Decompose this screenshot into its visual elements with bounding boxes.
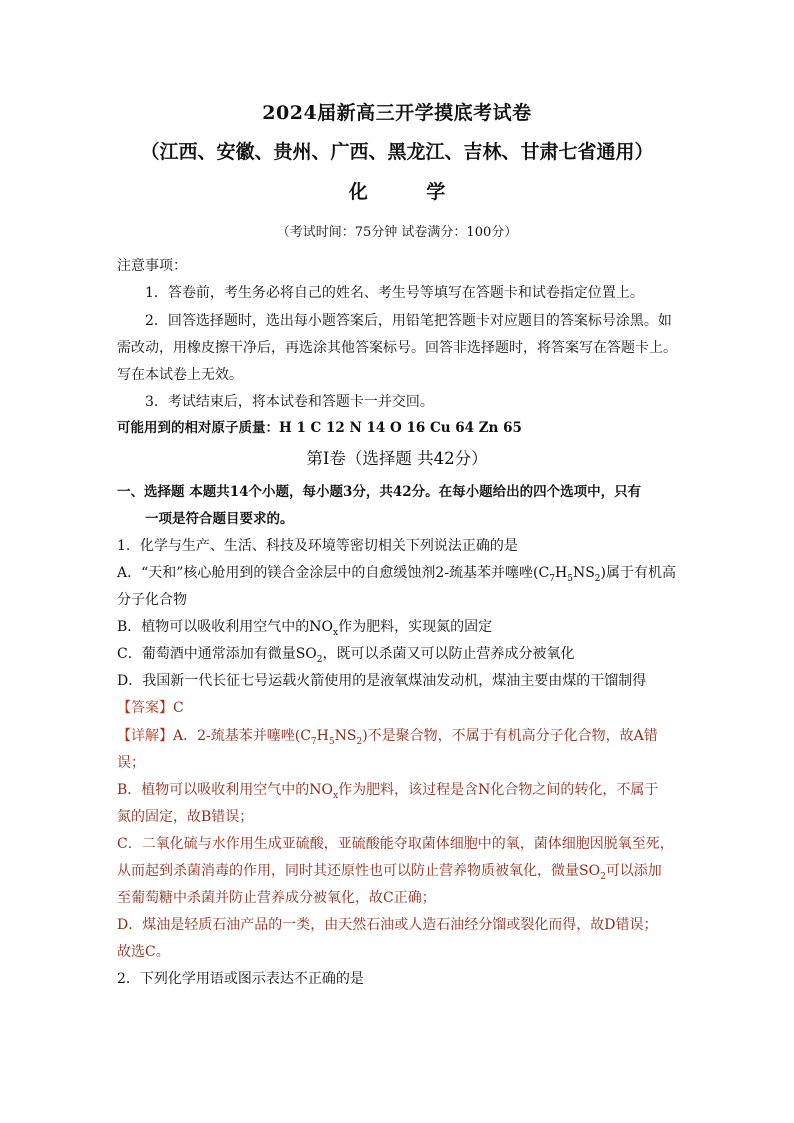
note-item-1: 1．答卷前，考生务必将自己的姓名、考生号等填写在答题卡和试卷指定位置上。 — [145, 285, 644, 301]
q1-answer — [117, 700, 687, 717]
q1-option-c — [117, 646, 687, 666]
q1-detail-d: D．煤油是轻质石油产品的一类，由天然石油或人造石油经分馏或裂化而得，故D错误； — [117, 917, 658, 933]
formula-h: H — [316, 728, 329, 744]
formula-sub-x: x — [333, 790, 339, 801]
subject-title: 化 学 — [348, 181, 446, 203]
answer-value: C — [173, 700, 184, 716]
note-item-2-line-3: 写在本试卷上无效。 — [117, 367, 243, 383]
detail-c-text-end: 可以添加 — [605, 863, 662, 879]
q1-detail-a-line-2: 误； — [117, 755, 145, 771]
detail-label: 【详解】 — [117, 728, 173, 744]
exam-title: 2024届新高三开学摸底考试卷 — [262, 102, 532, 124]
formula-sub: 2 — [316, 654, 323, 665]
formula-sub-x: x — [333, 627, 339, 638]
formula-sub: 2 — [594, 573, 601, 584]
q1-option-d: D．我国新一代长征七号运载火箭使用的是液氧煤油发动机，煤油主要由煤的干馏制得 — [117, 673, 647, 689]
section-instruction-line-2: 一项是符合题目要求的。 — [145, 511, 294, 527]
exam-subtitle: （江西、安徽、贵州、广西、黑龙江、吉林、甘肃七省通用） — [140, 141, 654, 163]
answer-label: 【答案】 — [117, 700, 173, 716]
note-item-2-line-1: 2．回答选择题时，选出每小题答案后，用铅笔把答题卡对应题目的答案标号涂黑。如 — [145, 313, 672, 329]
q1-option-a-line-1 — [117, 565, 687, 585]
formula-ns: NS — [572, 565, 595, 581]
note-item-3: 3．考试结束后，将本试卷和答题卡一并交回。 — [145, 394, 434, 410]
formula-h: H — [554, 565, 568, 581]
detail-c-text: 从而起到杀菌消毒的作用，同时其还原性也可以防止营养物质被氧化，微量SO — [117, 863, 601, 879]
q1-detail-b-line-1 — [117, 782, 687, 802]
question-1-stem: 1．化学与生产、生活、科技及环境等密切相关下列说法正确的是 — [117, 538, 518, 554]
section-heading: 第Ⅰ卷（选择题 共42分） — [306, 449, 488, 468]
formula-sub: 7 — [549, 573, 555, 584]
q1-option-b-text-end: 作为肥料，实现氮的固定 — [338, 619, 493, 635]
question-2-stem: 2．下列化学用语或图示表达不正确的是 — [117, 971, 364, 987]
detail-a-text: A．2-巯基苯并噻唑(C — [173, 728, 311, 744]
section-instruction-line-1: 一、选择题 本题共14个小题，每小题3分，共42分。在每小题给出的四个选项中，只有 — [117, 484, 642, 500]
q1-conclusion: 故选C。 — [117, 944, 170, 960]
detail-a-text-end: )不是聚合物，不属于有机高分子化合物，故A错 — [362, 728, 658, 744]
formula-sub: 5 — [567, 573, 573, 584]
formula-sub: 7 — [310, 736, 317, 747]
q1-option-c-text-end: ，既可以杀菌又可以防止营养成分被氧化 — [322, 646, 575, 662]
formula-ns: NS — [334, 728, 357, 744]
q1-option-a-text: A．“天和”核心舱用到的镁合金涂层中的自愈缓蚀剂2-巯基苯并噻唑(C — [117, 565, 550, 581]
note-item-2-line-2: 需改动，用橡皮擦干净后，再选涂其他答案标号。回答非选择题时，将答案写在答题卡上。 — [117, 340, 677, 356]
q1-option-c-text: C．葡萄酒中通常添加有微量SO — [117, 646, 317, 662]
q1-option-a-text-end: )属于有机高 — [600, 565, 676, 581]
q1-detail-c-line-1: C．二氧化硫与水作用生成亚硫酸，亚硫酸能夺取菌体细胞中的氧，菌体细胞因脱氧至死， — [117, 836, 674, 852]
detail-b-text: B．植物可以吸收利用空气中的NO — [117, 782, 334, 798]
q1-detail-a-line-1 — [117, 728, 687, 748]
exam-info: （考试时间：75分钟 试卷满分：100分） — [276, 225, 518, 240]
notes-heading: 注意事项： — [117, 258, 187, 274]
formula-sub: 2 — [600, 871, 606, 882]
detail-b-text-end: 作为肥料，该过程是含N化合物之间的转化，不属于 — [338, 782, 659, 798]
formula-sub: 2 — [356, 736, 363, 747]
q1-detail-c-line-3: 至葡萄糖中杀菌并防止营养成分被氧化，故C正确； — [117, 890, 436, 906]
formula-sub: 5 — [328, 736, 335, 747]
q1-option-b — [117, 619, 687, 639]
q1-option-b-text: B．植物可以吸收利用空气中的NO — [117, 619, 334, 635]
q1-option-a-line-2: 分子化合物 — [117, 592, 187, 608]
q1-detail-b-line-2: 氮的固定，故B错误； — [117, 809, 254, 825]
q1-detail-c-line-2 — [117, 863, 687, 883]
atomic-mass-line: 可能用到的相对原子质量：H 1 C 12 N 14 O 16 Cu 64 Zn 65 — [117, 420, 522, 436]
